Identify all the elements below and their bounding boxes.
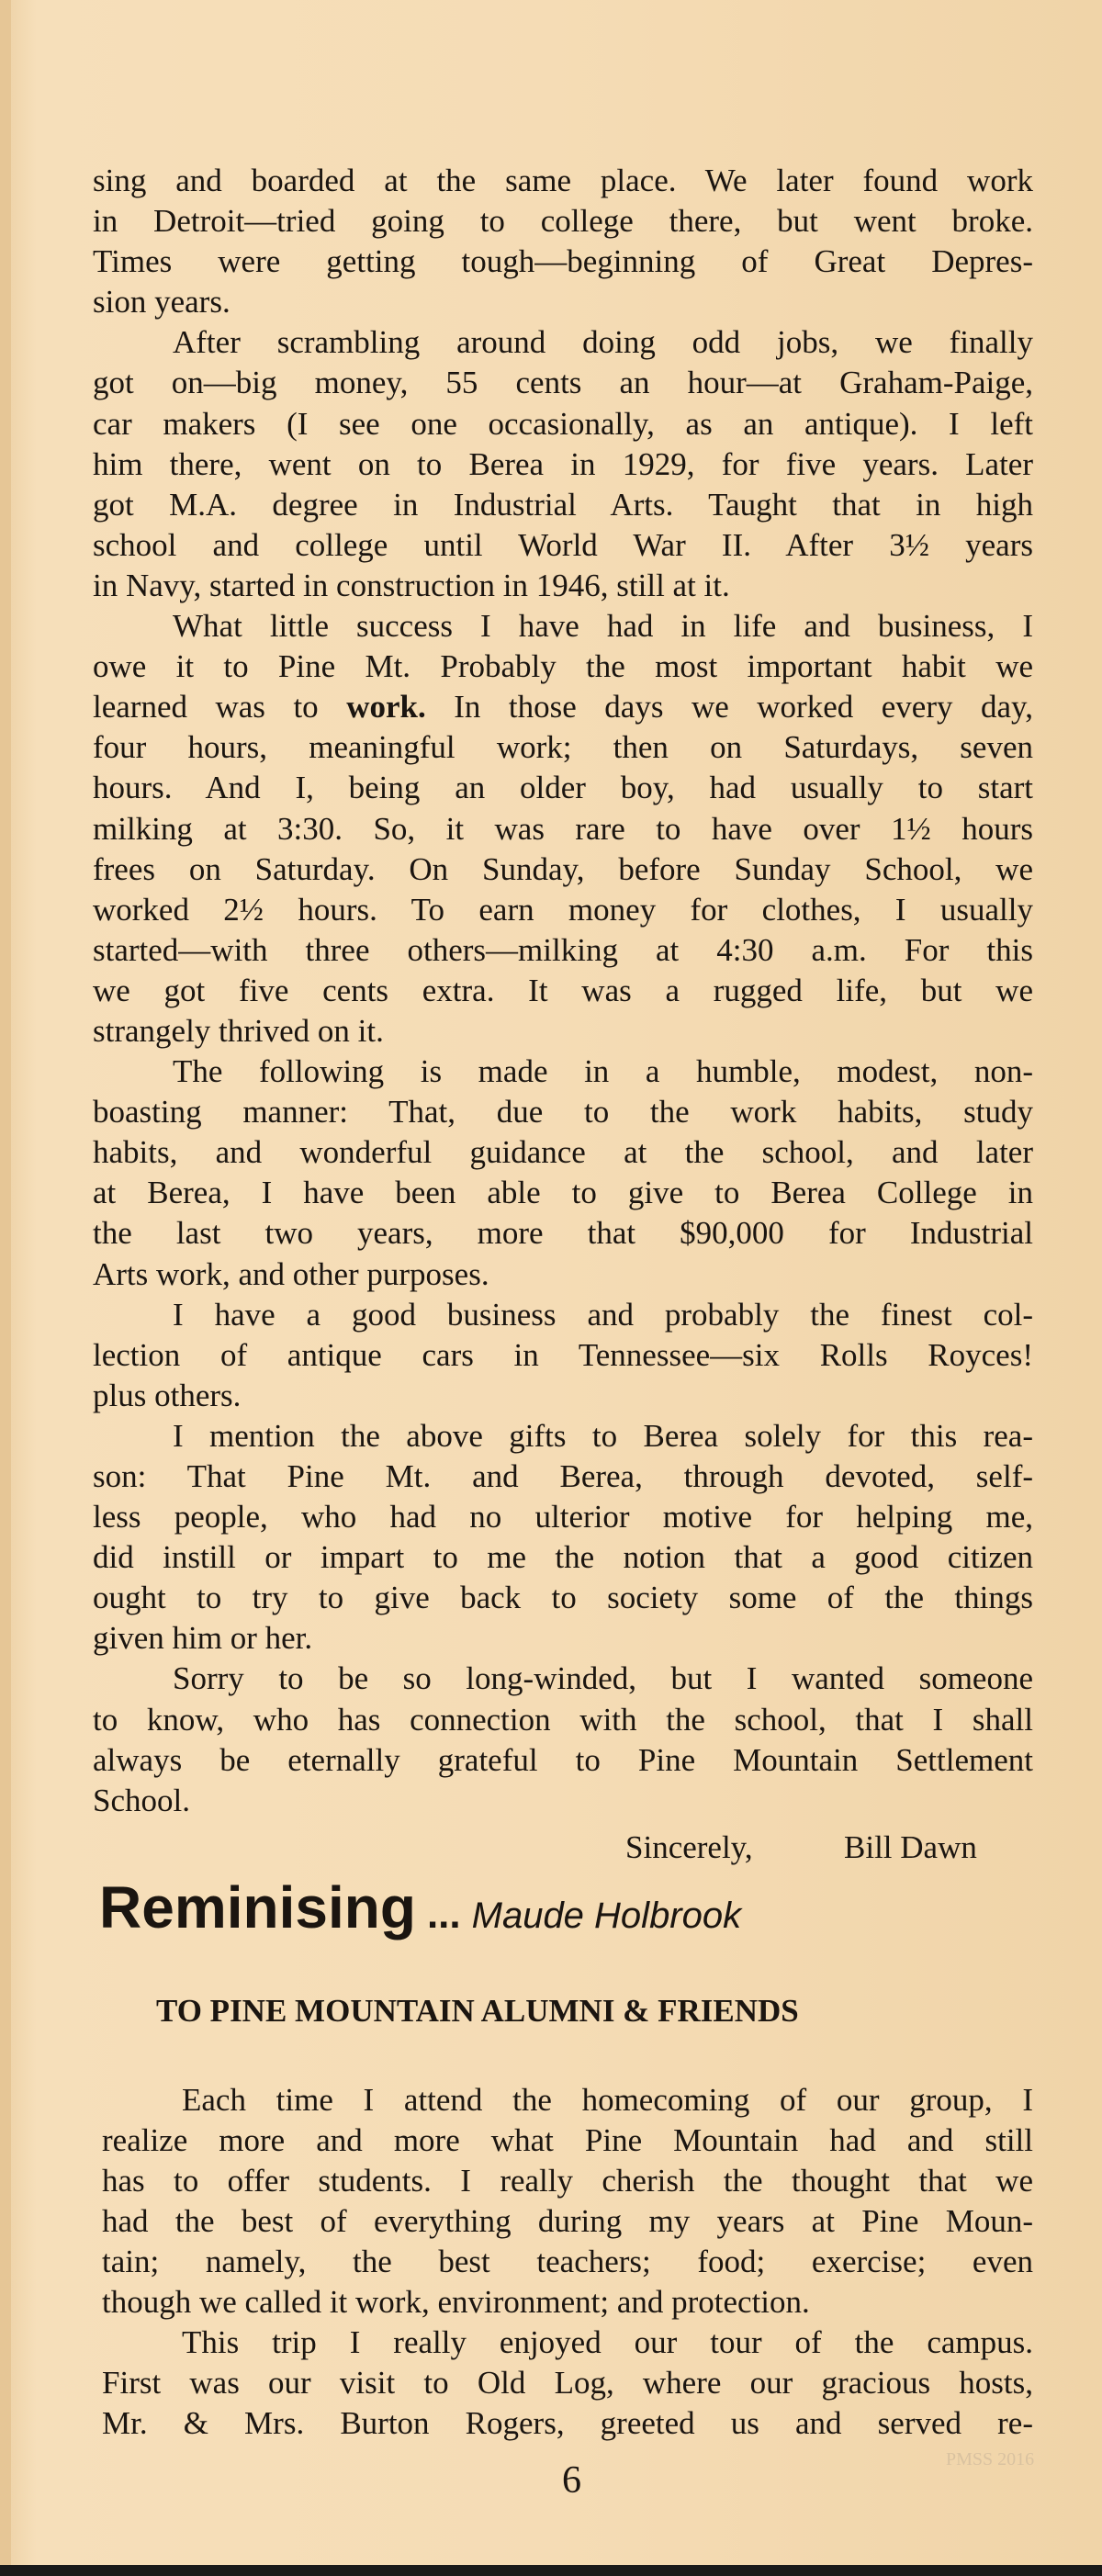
text-line: Each time I attend the homecoming of our group, I: [182, 2082, 1033, 2118]
paragraph: [93, 1416, 1033, 1659]
article-subheading: TO PINE MOUNTAIN ALUMNI & FRIENDS: [156, 1993, 799, 2029]
text-line: at Berea, I have been able to give to Berea College in: [93, 1175, 1033, 1211]
text-line: got on—big money, 55 cents an hour—at Graham-Paige,: [93, 365, 1033, 401]
paragraph: [93, 1295, 1033, 1416]
text-line: [93, 687, 1033, 727]
text-line: worked 2½ hours. To earn money for clothes, I usually: [93, 891, 1033, 928]
scan-border: [0, 2565, 1102, 2576]
text-line: What little success I have had in life and business, I: [173, 608, 1033, 645]
text-line: the last two years, more that $90,000 for Industrial: [93, 1215, 1033, 1252]
text-line: in Detroit—tried going to college there, but went broke.: [93, 203, 1033, 240]
text-line: given him or her.: [93, 1620, 313, 1657]
text-line: I have a good business and probably the finest col-: [173, 1296, 1033, 1333]
paragraph: [93, 606, 1033, 1052]
text-line: son: That Pine Mt. and Berea, through devoted, self-: [93, 1458, 1033, 1494]
text-line: The following is made in a humble, modest, non-: [173, 1053, 1033, 1090]
text-line: less people, who had no ulterior motive for helping me,: [93, 1499, 1033, 1535]
text-line: sing and boarded at the same place. We later found work: [93, 163, 1033, 198]
letter-closing: Sincerely,: [625, 1829, 753, 1865]
text-line: him there, went on to Berea in 1929, for five years. Later: [93, 445, 1033, 482]
text-line: lection of antique cars in Tennessee—six Rolls Royces!: [93, 1336, 1033, 1373]
letter-signer: Bill Dawn: [844, 1829, 977, 1865]
text-line: we got five cents extra. It was a rugged life, but we: [93, 972, 1033, 1008]
article-body: [102, 2080, 1033, 2444]
text-line: After scrambling around doing odd jobs, we finally: [173, 324, 1033, 361]
text-line: in Navy, started in construction in 1946, still at it.: [93, 567, 730, 603]
paragraph: [93, 1659, 1033, 1820]
text-line: boasting manner: That, due to the work habits, study: [93, 1094, 1033, 1131]
paragraph: [93, 1052, 1033, 1295]
text-line: First was our visit to Old Log, where our gracious hosts,: [102, 2365, 1033, 2401]
paragraph: [93, 161, 1033, 322]
paragraph: [93, 322, 1033, 606]
text-line: hours. And I, being an older boy, had usually to start: [93, 770, 1033, 806]
article-title: Reminising: [99, 1874, 416, 1940]
text-line: Arts work, and other purposes.: [93, 1255, 489, 1292]
text-line: ought to try to give back to society some of the things: [93, 1580, 1033, 1616]
text-line: owe it to Pine Mt. Probably the most important habit we: [93, 648, 1033, 685]
text-line: got M.A. degree in Industrial Arts. Taught that in high: [93, 486, 1033, 523]
article-heading: [99, 1873, 741, 1941]
text-line: had the best of everything during my years at Pine Moun-: [102, 2203, 1033, 2239]
text-line: plus others.: [93, 1377, 242, 1413]
text-line: four hours, meaningful work; then on Saturdays, seven: [93, 729, 1033, 766]
text-line: I mention the above gifts to Berea solely for this rea-: [173, 1417, 1033, 1454]
text-line: frees on Saturday. On Sunday, before Sunday School, we: [93, 850, 1033, 887]
text-line: realize more and more what Pine Mountain had and still: [102, 2122, 1033, 2158]
paragraph: [102, 2323, 1033, 2444]
paragraph: [102, 2080, 1033, 2323]
text-line: has to offer students. I really cherish the thought that we: [102, 2163, 1033, 2199]
text-line: tain; namely, the best teachers; food; exercise; even: [102, 2244, 1033, 2279]
text-line: School.: [93, 1782, 190, 1818]
letter-body: [93, 161, 1033, 1821]
text-line: car makers (I see one occasionally, as an antique). I left: [93, 405, 1033, 442]
text-line: Times were getting tough—beginning of Great Depres-: [93, 243, 1033, 280]
text-line: This trip I really enjoyed our tour of the campus.: [182, 2324, 1033, 2360]
text-line: Mr. & Mrs. Burton Rogers, greeted us and served re-: [102, 2405, 1033, 2441]
text-line: school and college until World War II. After 3½ years: [93, 526, 1033, 563]
page-number: 6: [562, 2459, 581, 2502]
text-line: though we called it work, environment; and protection.: [102, 2284, 810, 2320]
article-author: Maude Holbrook: [471, 1895, 742, 1936]
text-line: started—with three others—milking at 4:30 a.m. For this: [93, 931, 1033, 968]
text-line: always be eternally grateful to Pine Mountain Settlement: [93, 1741, 1033, 1778]
text-segment: In those days we worked every day,: [425, 689, 1034, 726]
text-line: Sorry to be so long-winded, but I wanted someone: [173, 1660, 1033, 1697]
text-line: milking at 3:30. So, it was rare to have over 1½ hours: [93, 810, 1033, 847]
emphasis-text: work.: [346, 689, 426, 726]
page-edge: [0, 0, 11, 2576]
text-segment: learned was to: [93, 689, 347, 726]
text-line: sion years.: [93, 284, 231, 321]
title-ellipsis: ...: [426, 1892, 461, 1937]
text-line: habits, and wonderful guidance at the school, and later: [93, 1134, 1033, 1171]
text-line: did instill or impart to me the notion that a good citizen: [93, 1539, 1033, 1576]
watermark: PMSS 2016: [946, 2449, 1035, 2469]
text-line: strangely thrived on it.: [93, 1012, 384, 1049]
text-line: to know, who has connection with the school, that I shall: [93, 1701, 1033, 1738]
